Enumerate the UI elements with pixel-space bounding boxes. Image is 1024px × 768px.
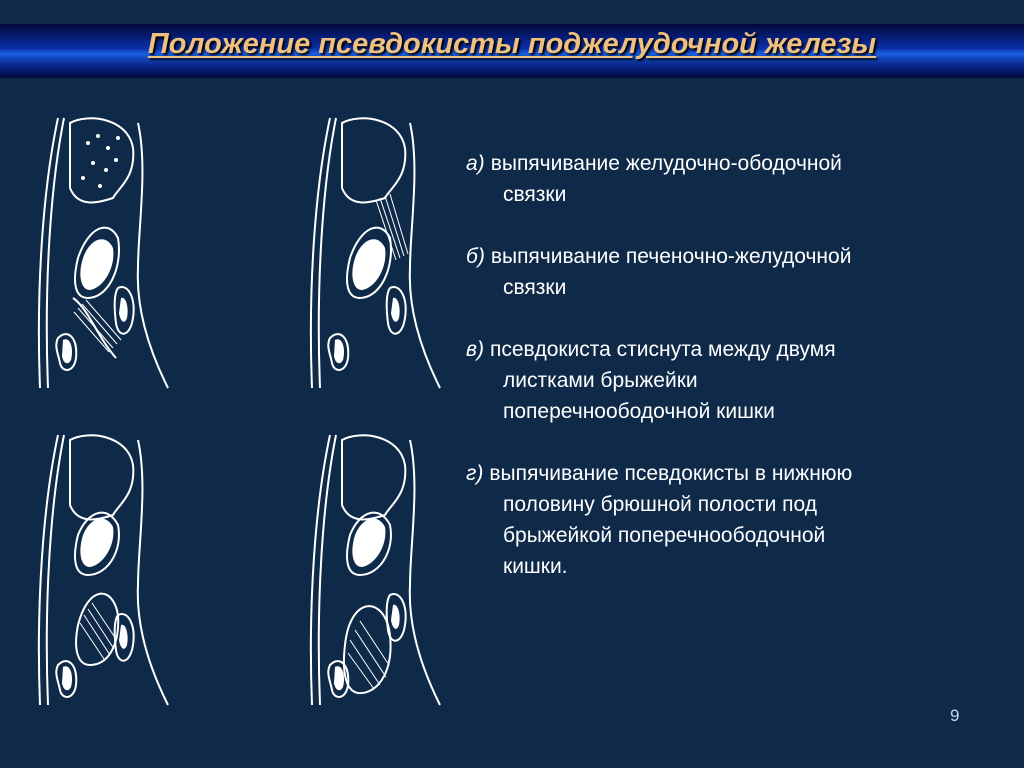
item-text: поперечноободочной кишки [503, 400, 775, 423]
item-text: кишки. [503, 555, 568, 578]
list-item-d [466, 458, 1006, 582]
figure-b [290, 108, 450, 408]
item-text: листками брыжейки [503, 369, 698, 392]
figure-d [290, 425, 450, 725]
anatomy-illustration-b [290, 108, 450, 408]
description-list [466, 148, 1006, 613]
item-text: выпячивание печеночно-желудочной [490, 245, 852, 268]
list-item-b [466, 241, 1006, 303]
anatomy-illustration-d [290, 425, 450, 725]
figure-a [18, 108, 178, 408]
item-marker: а) [466, 152, 485, 175]
figure-c [18, 425, 178, 725]
page-number: 9 [950, 706, 960, 725]
item-marker: б) [466, 245, 485, 268]
item-text: выпячивание желудочно-ободочной [490, 152, 842, 175]
item-marker: г) [466, 462, 484, 485]
item-text: половину брюшной полости под [503, 493, 818, 516]
slide-title: Положение псевдокисты поджелудочной железы [147, 28, 877, 60]
list-item-a [466, 148, 1006, 210]
item-text: связки [503, 276, 567, 299]
item-marker: в) [466, 338, 484, 361]
item-text: брыжейкой поперечноободочной [503, 524, 826, 547]
item-text: выпячивание псевдокисты в нижнюю [489, 462, 853, 485]
item-text: связки [503, 183, 567, 206]
item-text: псевдокиста стиснута между двумя [489, 338, 836, 361]
anatomy-illustration-c [18, 425, 178, 725]
anatomy-illustration-a [18, 108, 178, 408]
list-item-c [466, 334, 1006, 427]
